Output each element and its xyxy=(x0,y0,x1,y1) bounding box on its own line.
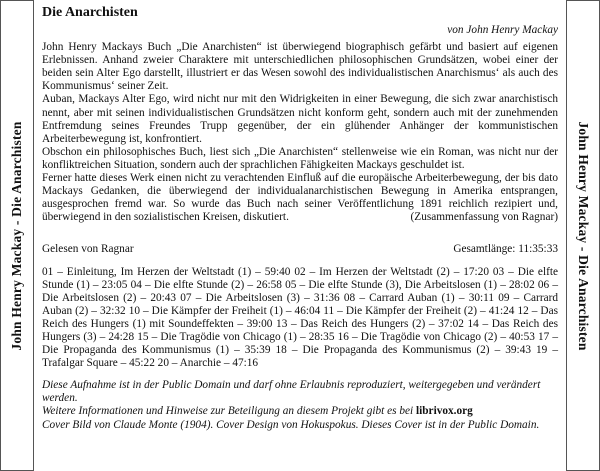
spine-left xyxy=(0,0,34,471)
public-domain-note: Diese Aufnahme ist in der Public Domain und darf ohne Erlaubnis reproduziert, weitergegeben und verändert werden. xyxy=(42,379,541,405)
reader-length-row xyxy=(42,243,558,256)
book-title: Die Anarchisten xyxy=(42,5,138,20)
description-paragraph-1: John Henry Mackays Buch „Die Anarchisten“ ist überwiegend biographisch gefärbt und basiert auf eigenen Erlebnissen. Anhand zweier Charaktere mit unterschiedlichen philosophischen Grundsätzen, wobei einer der beiden sein Alter Ego darstellt, illustriert er das Wesen sowohl des individualistischen Anarchismus‘ als auch des Kommunismus‘ seiner Zeit. xyxy=(42,41,558,93)
info-note xyxy=(42,405,558,418)
track-list: 01 – Einleitung, Im Herzen der Weltstadt (1) – 59:40 02 – Im Herzen der Weltstadt (2) – 17:20 03 – Die elfte Stunde (1) – 23:05 04 – Die elfte Stunde (2) – 26:58 05 – Die elfte Stunde (3), Die Arbeitslosen (1) – 28:02 06 – Die Arbeitslosen (2) – 20:43 07 – Die Arbeitslosen (3) – 31:36 08 – Carrard Auban (1) – 30:11 09 – Carrard Auban (2) – 32:32 10 – Die Kämpfer der Freiheit (1) – 46:04 11 – Die Kämpfer der Freiheit (2) – 41:24 12 – Das Reich des Hungers (1) mit Soundeffekten – 39:00 13 – Das Reich des Hungers (2) – 37:02 14 – Das Reich des Hungers (3) – 24:28 15 – Die Tragödie von Chicago (1) – 28:35 16 – Die Tragödie von Chicago (2) – 40:53 17 – Die Propaganda des Kommunismus (1) – 35:39 18 – Die Propaganda des Kommunismus (2) – 39:43 19 – Trafalgar Square – 45:22 20 – Anarchie – 47:16 xyxy=(42,265,558,370)
footer-notes xyxy=(42,379,558,431)
spine-right xyxy=(566,0,600,471)
librivox-link[interactable]: librivox.org xyxy=(416,405,473,418)
author-line: von John Henry Mackay xyxy=(447,24,558,36)
inlay-content xyxy=(42,4,558,467)
total-length: Gesamtlänge: 11:35:33 xyxy=(453,243,558,256)
spine-left-text: John Henry Mackay - Die Anarchisten xyxy=(9,120,24,351)
description-paragraph-4-text: Ferner hatte dieses Werk einen nicht zu verachtenden Einfluß auf die europäische Arbeiterbewegung, der bis dato Mackays Gedanken, die überwiegend der individualanarchistischen Bewegung in Amerika entsprangen, ausgesprochen fremd war. So wurde das Buch nach seiner Veröffentlichung 1891 reichlich rezipiert und, überwiegend in den sozialistischen Kreisen, diskutiert. xyxy=(42,172,558,224)
description-paragraph-2: Auban, Mackays Alter Ego, wird nicht nur mit den Widrigkeiten in einer Bewegung, die sich zwar anarchistisch nennt, aber mit seinen individualistischen Grundsätzen nicht konform geht, sondern auch mit der zunehmenden Entfremdung seines Freundes Trupp gegenüber, der ein glühender Anhänger der kommunistischen Arbeiterbewegung ist, konfrontiert. xyxy=(42,93,558,145)
reader-credit: Gelesen von Ragnar xyxy=(42,243,134,256)
summary-credit: (Zusammenfassung von Ragnar) xyxy=(410,211,558,224)
cover-credit: Cover Bild von Claude Monte (1904). Cover Design von Hokuspokus. Dieses Cover ist in der Public Domain. xyxy=(42,418,540,431)
spine-right-text: John Henry Mackay - Die Anarchisten xyxy=(576,120,591,351)
description-paragraph-3: Obschon ein philosophisches Buch, liest sich „Die Anarchisten“ stellenweise wie ein Roman, was nicht nur der konfliktreichen Situation, sondern auch der sprachlichen Fähigkeiten Mackays geschuldet ist. xyxy=(42,145,558,171)
info-note-text: Weitere Informationen und Hinweise zur Beteiligung an diesem Projekt gibt es bei xyxy=(42,405,414,418)
description-paragraph-4 xyxy=(42,172,558,224)
